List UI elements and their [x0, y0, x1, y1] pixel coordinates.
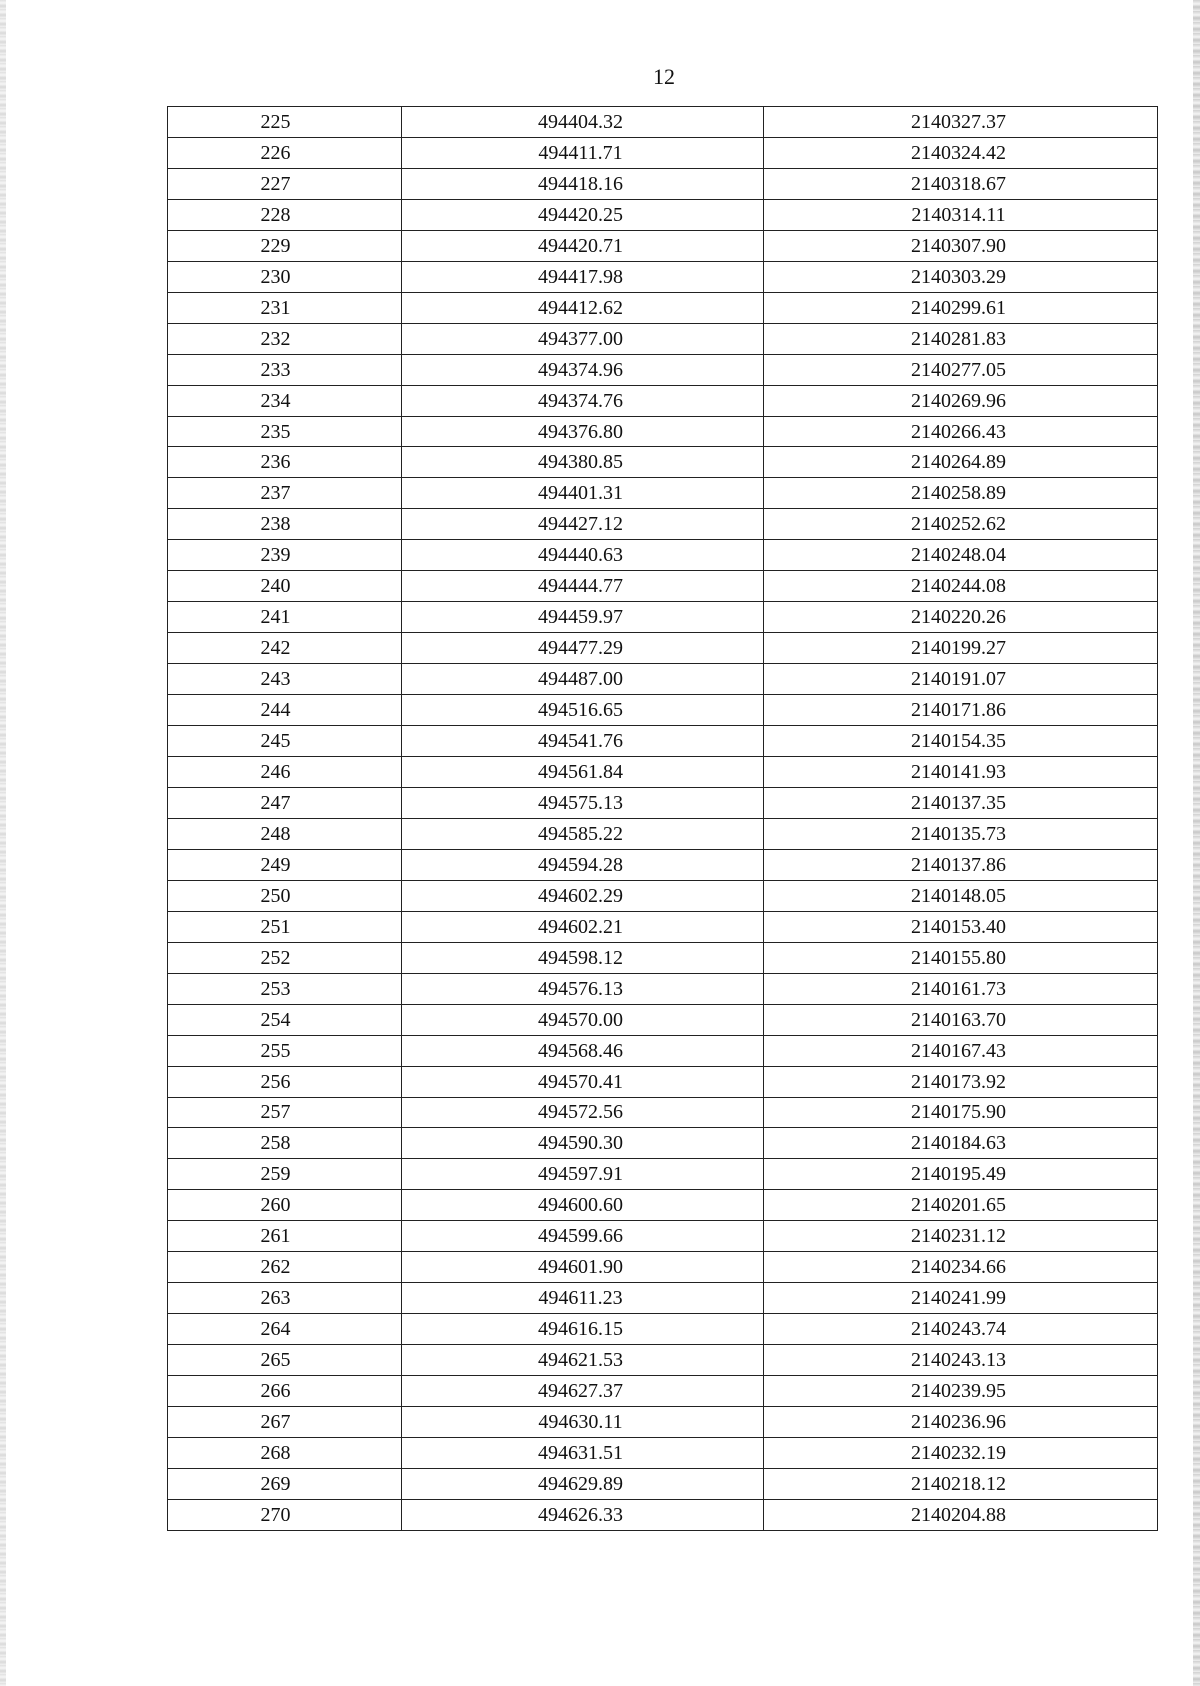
y-coordinate-cell: 2140220.26 — [764, 602, 1158, 633]
y-coordinate-cell: 2140232.19 — [764, 1437, 1158, 1468]
x-coordinate-cell: 494570.41 — [402, 1066, 764, 1097]
table-row — [168, 385, 1158, 416]
y-coordinate-cell: 2140154.35 — [764, 726, 1158, 757]
y-coordinate-cell: 2140243.74 — [764, 1314, 1158, 1345]
scan-edge-left — [0, 0, 6, 1686]
x-coordinate-cell: 494602.21 — [402, 911, 764, 942]
x-coordinate-cell: 494477.29 — [402, 633, 764, 664]
table-row — [168, 478, 1158, 509]
y-coordinate-cell: 2140191.07 — [764, 664, 1158, 695]
y-coordinate-cell: 2140318.67 — [764, 168, 1158, 199]
point-number-cell: 266 — [168, 1376, 402, 1407]
point-number-cell: 256 — [168, 1066, 402, 1097]
table-row — [168, 354, 1158, 385]
x-coordinate-cell: 494626.33 — [402, 1499, 764, 1530]
x-coordinate-cell: 494576.13 — [402, 973, 764, 1004]
table-row — [168, 1499, 1158, 1530]
x-coordinate-cell: 494374.76 — [402, 385, 764, 416]
table-row — [168, 1407, 1158, 1438]
point-number-cell: 227 — [168, 168, 402, 199]
table-row — [168, 1221, 1158, 1252]
y-coordinate-cell: 2140163.70 — [764, 1004, 1158, 1035]
table-row — [168, 602, 1158, 633]
table-row — [168, 664, 1158, 695]
table-row — [168, 540, 1158, 571]
point-number-cell: 229 — [168, 230, 402, 261]
point-number-cell: 232 — [168, 323, 402, 354]
point-number-cell: 249 — [168, 849, 402, 880]
y-coordinate-cell: 2140161.73 — [764, 973, 1158, 1004]
x-coordinate-cell: 494590.30 — [402, 1128, 764, 1159]
table-row — [168, 416, 1158, 447]
point-number-cell: 255 — [168, 1035, 402, 1066]
y-coordinate-cell: 2140252.62 — [764, 509, 1158, 540]
x-coordinate-cell: 494412.62 — [402, 292, 764, 323]
point-number-cell: 239 — [168, 540, 402, 571]
y-coordinate-cell: 2140266.43 — [764, 416, 1158, 447]
y-coordinate-cell: 2140258.89 — [764, 478, 1158, 509]
y-coordinate-cell: 2140303.29 — [764, 261, 1158, 292]
point-number-cell: 235 — [168, 416, 402, 447]
x-coordinate-cell: 494602.29 — [402, 880, 764, 911]
x-coordinate-cell: 494629.89 — [402, 1468, 764, 1499]
table-row — [168, 230, 1158, 261]
y-coordinate-cell: 2140171.86 — [764, 695, 1158, 726]
x-coordinate-cell: 494401.31 — [402, 478, 764, 509]
y-coordinate-cell: 2140231.12 — [764, 1221, 1158, 1252]
table-row — [168, 1376, 1158, 1407]
x-coordinate-cell: 494575.13 — [402, 787, 764, 818]
x-coordinate-cell: 494418.16 — [402, 168, 764, 199]
table-row — [168, 726, 1158, 757]
coordinate-table — [167, 106, 1158, 1531]
y-coordinate-cell: 2140281.83 — [764, 323, 1158, 354]
table-row — [168, 1252, 1158, 1283]
y-coordinate-cell: 2140314.11 — [764, 199, 1158, 230]
point-number-cell: 228 — [168, 199, 402, 230]
point-number-cell: 264 — [168, 1314, 402, 1345]
y-coordinate-cell: 2140307.90 — [764, 230, 1158, 261]
point-number-cell: 233 — [168, 354, 402, 385]
point-number-cell: 251 — [168, 911, 402, 942]
table-row — [168, 292, 1158, 323]
x-coordinate-cell: 494568.46 — [402, 1035, 764, 1066]
point-number-cell: 268 — [168, 1437, 402, 1468]
table-row — [168, 973, 1158, 1004]
table-row — [168, 1468, 1158, 1499]
y-coordinate-cell: 2140155.80 — [764, 942, 1158, 973]
y-coordinate-cell: 2140324.42 — [764, 137, 1158, 168]
x-coordinate-cell: 494627.37 — [402, 1376, 764, 1407]
y-coordinate-cell: 2140195.49 — [764, 1159, 1158, 1190]
table-row — [168, 757, 1158, 788]
point-number-cell: 231 — [168, 292, 402, 323]
x-coordinate-cell: 494427.12 — [402, 509, 764, 540]
point-number-cell: 245 — [168, 726, 402, 757]
table-row — [168, 1066, 1158, 1097]
x-coordinate-cell: 494601.90 — [402, 1252, 764, 1283]
table-row — [168, 818, 1158, 849]
table-row — [168, 1097, 1158, 1128]
y-coordinate-cell: 2140204.88 — [764, 1499, 1158, 1530]
y-coordinate-cell: 2140269.96 — [764, 385, 1158, 416]
x-coordinate-cell: 494459.97 — [402, 602, 764, 633]
y-coordinate-cell: 2140243.13 — [764, 1345, 1158, 1376]
page-number: 12 — [653, 64, 675, 89]
y-coordinate-cell: 2140137.35 — [764, 787, 1158, 818]
point-number-cell: 262 — [168, 1252, 402, 1283]
point-number-cell: 246 — [168, 757, 402, 788]
x-coordinate-cell: 494404.32 — [402, 107, 764, 138]
point-number-cell: 243 — [168, 664, 402, 695]
point-number-cell: 261 — [168, 1221, 402, 1252]
point-number-cell: 242 — [168, 633, 402, 664]
x-coordinate-cell: 494380.85 — [402, 447, 764, 478]
y-coordinate-cell: 2140135.73 — [764, 818, 1158, 849]
x-coordinate-cell: 494561.84 — [402, 757, 764, 788]
table-row — [168, 1159, 1158, 1190]
x-coordinate-cell: 494411.71 — [402, 137, 764, 168]
x-coordinate-cell: 494598.12 — [402, 942, 764, 973]
y-coordinate-cell: 2140241.99 — [764, 1283, 1158, 1314]
point-number-cell: 226 — [168, 137, 402, 168]
y-coordinate-cell: 2140137.86 — [764, 849, 1158, 880]
table-row — [168, 849, 1158, 880]
table-row — [168, 1128, 1158, 1159]
x-coordinate-cell: 494376.80 — [402, 416, 764, 447]
point-number-cell: 254 — [168, 1004, 402, 1035]
table-row — [168, 942, 1158, 973]
table-row — [168, 261, 1158, 292]
y-coordinate-cell: 2140239.95 — [764, 1376, 1158, 1407]
point-number-cell: 260 — [168, 1190, 402, 1221]
table-row — [168, 1004, 1158, 1035]
x-coordinate-cell: 494516.65 — [402, 695, 764, 726]
table-row — [168, 199, 1158, 230]
x-coordinate-cell: 494600.60 — [402, 1190, 764, 1221]
table-row — [168, 107, 1158, 138]
table-row — [168, 880, 1158, 911]
y-coordinate-cell: 2140234.66 — [764, 1252, 1158, 1283]
table-row — [168, 509, 1158, 540]
x-coordinate-cell: 494597.91 — [402, 1159, 764, 1190]
x-coordinate-cell: 494417.98 — [402, 261, 764, 292]
x-coordinate-cell: 494599.66 — [402, 1221, 764, 1252]
y-coordinate-cell: 2140141.93 — [764, 757, 1158, 788]
x-coordinate-cell: 494541.76 — [402, 726, 764, 757]
x-coordinate-cell: 494572.56 — [402, 1097, 764, 1128]
point-number-cell: 234 — [168, 385, 402, 416]
y-coordinate-cell: 2140236.96 — [764, 1407, 1158, 1438]
point-number-cell: 248 — [168, 818, 402, 849]
x-coordinate-cell: 494420.25 — [402, 199, 764, 230]
table-row — [168, 633, 1158, 664]
y-coordinate-cell: 2140175.90 — [764, 1097, 1158, 1128]
point-number-cell: 265 — [168, 1345, 402, 1376]
y-coordinate-cell: 2140173.92 — [764, 1066, 1158, 1097]
point-number-cell: 263 — [168, 1283, 402, 1314]
y-coordinate-cell: 2140248.04 — [764, 540, 1158, 571]
y-coordinate-cell: 2140153.40 — [764, 911, 1158, 942]
point-number-cell: 252 — [168, 942, 402, 973]
y-coordinate-cell: 2140299.61 — [764, 292, 1158, 323]
y-coordinate-cell: 2140264.89 — [764, 447, 1158, 478]
point-number-cell: 230 — [168, 261, 402, 292]
table-row — [168, 571, 1158, 602]
point-number-cell: 250 — [168, 880, 402, 911]
point-number-cell: 240 — [168, 571, 402, 602]
scan-edge-right — [1193, 0, 1200, 1686]
table-row — [168, 1190, 1158, 1221]
table-row — [168, 168, 1158, 199]
point-number-cell: 259 — [168, 1159, 402, 1190]
y-coordinate-cell: 2140201.65 — [764, 1190, 1158, 1221]
table-row — [168, 695, 1158, 726]
x-coordinate-cell: 494377.00 — [402, 323, 764, 354]
x-coordinate-cell: 494585.22 — [402, 818, 764, 849]
x-coordinate-cell: 494420.71 — [402, 230, 764, 261]
y-coordinate-cell: 2140184.63 — [764, 1128, 1158, 1159]
y-coordinate-cell: 2140244.08 — [764, 571, 1158, 602]
x-coordinate-cell: 494631.51 — [402, 1437, 764, 1468]
x-coordinate-cell: 494611.23 — [402, 1283, 764, 1314]
table-row — [168, 1035, 1158, 1066]
y-coordinate-cell: 2140277.05 — [764, 354, 1158, 385]
point-number-cell: 237 — [168, 478, 402, 509]
coordinate-table-body — [168, 107, 1158, 1531]
x-coordinate-cell: 494440.63 — [402, 540, 764, 571]
x-coordinate-cell: 494621.53 — [402, 1345, 764, 1376]
x-coordinate-cell: 494616.15 — [402, 1314, 764, 1345]
point-number-cell: 236 — [168, 447, 402, 478]
x-coordinate-cell: 494630.11 — [402, 1407, 764, 1438]
x-coordinate-cell: 494594.28 — [402, 849, 764, 880]
table-row — [168, 1345, 1158, 1376]
table-row — [168, 1437, 1158, 1468]
table-row — [168, 447, 1158, 478]
y-coordinate-cell: 2140218.12 — [764, 1468, 1158, 1499]
table-row — [168, 323, 1158, 354]
point-number-cell: 238 — [168, 509, 402, 540]
y-coordinate-cell: 2140199.27 — [764, 633, 1158, 664]
point-number-cell: 258 — [168, 1128, 402, 1159]
x-coordinate-cell: 494570.00 — [402, 1004, 764, 1035]
point-number-cell: 257 — [168, 1097, 402, 1128]
x-coordinate-cell: 494444.77 — [402, 571, 764, 602]
point-number-cell: 253 — [168, 973, 402, 1004]
y-coordinate-cell: 2140167.43 — [764, 1035, 1158, 1066]
table-row — [168, 1283, 1158, 1314]
point-number-cell: 270 — [168, 1499, 402, 1530]
point-number-cell: 247 — [168, 787, 402, 818]
point-number-cell: 269 — [168, 1468, 402, 1499]
y-coordinate-cell: 2140327.37 — [764, 107, 1158, 138]
table-row — [168, 787, 1158, 818]
x-coordinate-cell: 494374.96 — [402, 354, 764, 385]
point-number-cell: 244 — [168, 695, 402, 726]
table-row — [168, 911, 1158, 942]
point-number-cell: 225 — [168, 107, 402, 138]
point-number-cell: 267 — [168, 1407, 402, 1438]
x-coordinate-cell: 494487.00 — [402, 664, 764, 695]
table-row — [168, 137, 1158, 168]
table-row — [168, 1314, 1158, 1345]
y-coordinate-cell: 2140148.05 — [764, 880, 1158, 911]
point-number-cell: 241 — [168, 602, 402, 633]
